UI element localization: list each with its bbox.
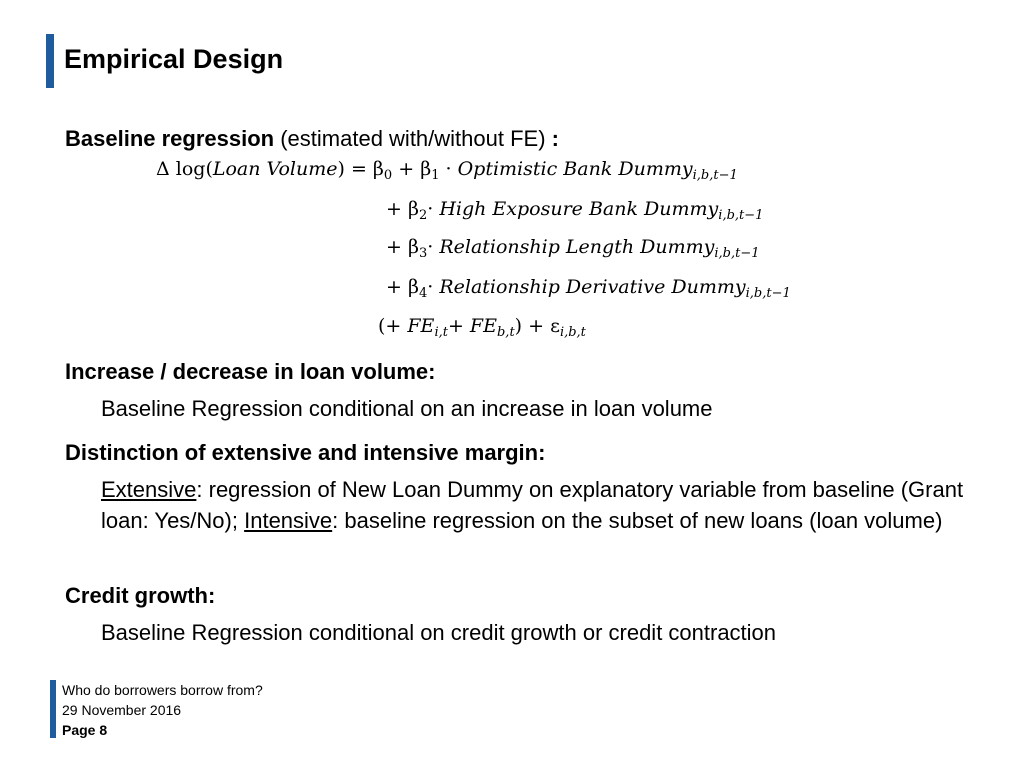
footer-presentation-title: Who do borrowers borrow from? <box>62 682 263 698</box>
eq-term-optimistic-bank: Optimistic Bank Dummy <box>457 158 693 180</box>
equation-line-1 <box>156 158 738 183</box>
eq-subscript-3: i,b,t−1 <box>714 246 760 261</box>
equation-line-2 <box>386 198 764 223</box>
eq-plus-beta-3: + β <box>386 236 419 258</box>
eq-subscript-2: i,b,t−1 <box>718 208 764 223</box>
eq-beta-0-index: 0 <box>383 168 393 183</box>
margin-heading <box>65 440 545 466</box>
eq-subscript-4: i,b,t−1 <box>745 286 791 301</box>
intensive-text: : baseline regression on the subset of new loans (loan volume) <box>332 508 943 533</box>
eq-dot-1: · <box>439 158 458 180</box>
footer-accent-bar <box>50 680 56 738</box>
margin-heading-label: Distinction of extensive and intensive margin: <box>65 440 546 465</box>
eq-subscript-1: i,b,t−1 <box>692 168 738 183</box>
eq-term-relationship-derivative: Relationship Derivative Dummy <box>439 276 746 298</box>
footer-page-number: Page 8 <box>62 722 108 738</box>
eq-fe-sub-2: b,t <box>496 325 515 340</box>
eq-equals-beta: ) = β <box>337 158 384 180</box>
eq-dependent-variable: Loan Volume <box>212 158 338 180</box>
credit-body: Baseline Regression conditional on credit growth or credit contraction <box>101 620 777 645</box>
eq-beta-1-index: 1 <box>431 168 440 183</box>
equation-line-5 <box>378 315 586 340</box>
baseline-heading-label: Baseline regression <box>65 126 275 151</box>
margin-body <box>101 474 991 536</box>
equation-line-4 <box>386 276 791 301</box>
eq-beta-4-index: 4 <box>418 286 428 301</box>
slide-title: Empirical Design <box>64 44 284 74</box>
eq-fe-open: (+ <box>378 315 408 337</box>
eq-plus-beta-4: + β <box>386 276 419 298</box>
eq-delta-log: Δ log( <box>156 158 213 180</box>
increase-body: Baseline Regression conditional on an increase in loan volume <box>101 396 713 421</box>
eq-plus-beta-2: + β <box>386 198 419 220</box>
eq-dot-2: · <box>427 198 440 220</box>
increase-heading-label: Increase / decrease in loan volume: <box>65 359 436 384</box>
baseline-heading-colon: : <box>551 126 559 151</box>
baseline-heading <box>65 126 559 152</box>
credit-heading-label: Credit growth: <box>65 583 216 608</box>
eq-beta-2-index: 2 <box>418 208 428 223</box>
extensive-text: : regression of New Loan Dummy on explanatory variable from baseline (Grant loan: Yes/No); <box>101 477 964 533</box>
eq-dot-3: · <box>427 236 440 258</box>
title-accent-bar <box>46 34 54 88</box>
eq-term-high-exposure: High Exposure Bank Dummy <box>439 198 719 220</box>
eq-plus-beta-1: + β <box>392 158 432 180</box>
baseline-heading-note: (estimated with/without FE) <box>274 126 552 151</box>
eq-fe-plus: + <box>447 315 470 337</box>
eq-term-relationship-length: Relationship Length Dummy <box>439 236 715 258</box>
eq-epsilon-sub: i,b,t <box>559 325 586 340</box>
footer-date: 29 November 2016 <box>62 702 182 718</box>
eq-fe-2: FE <box>469 315 497 337</box>
eq-dot-4: · <box>427 276 440 298</box>
extensive-label: Extensive <box>101 477 197 502</box>
eq-fe-close-epsilon: ) + ε <box>514 315 560 337</box>
credit-heading <box>65 583 215 609</box>
eq-beta-3-index: 3 <box>418 246 428 261</box>
increase-heading <box>65 359 436 385</box>
intensive-label: Intensive <box>244 508 333 533</box>
eq-fe-1: FE <box>407 315 435 337</box>
eq-fe-sub-1: i,t <box>434 325 448 340</box>
equation-line-3 <box>386 236 760 261</box>
